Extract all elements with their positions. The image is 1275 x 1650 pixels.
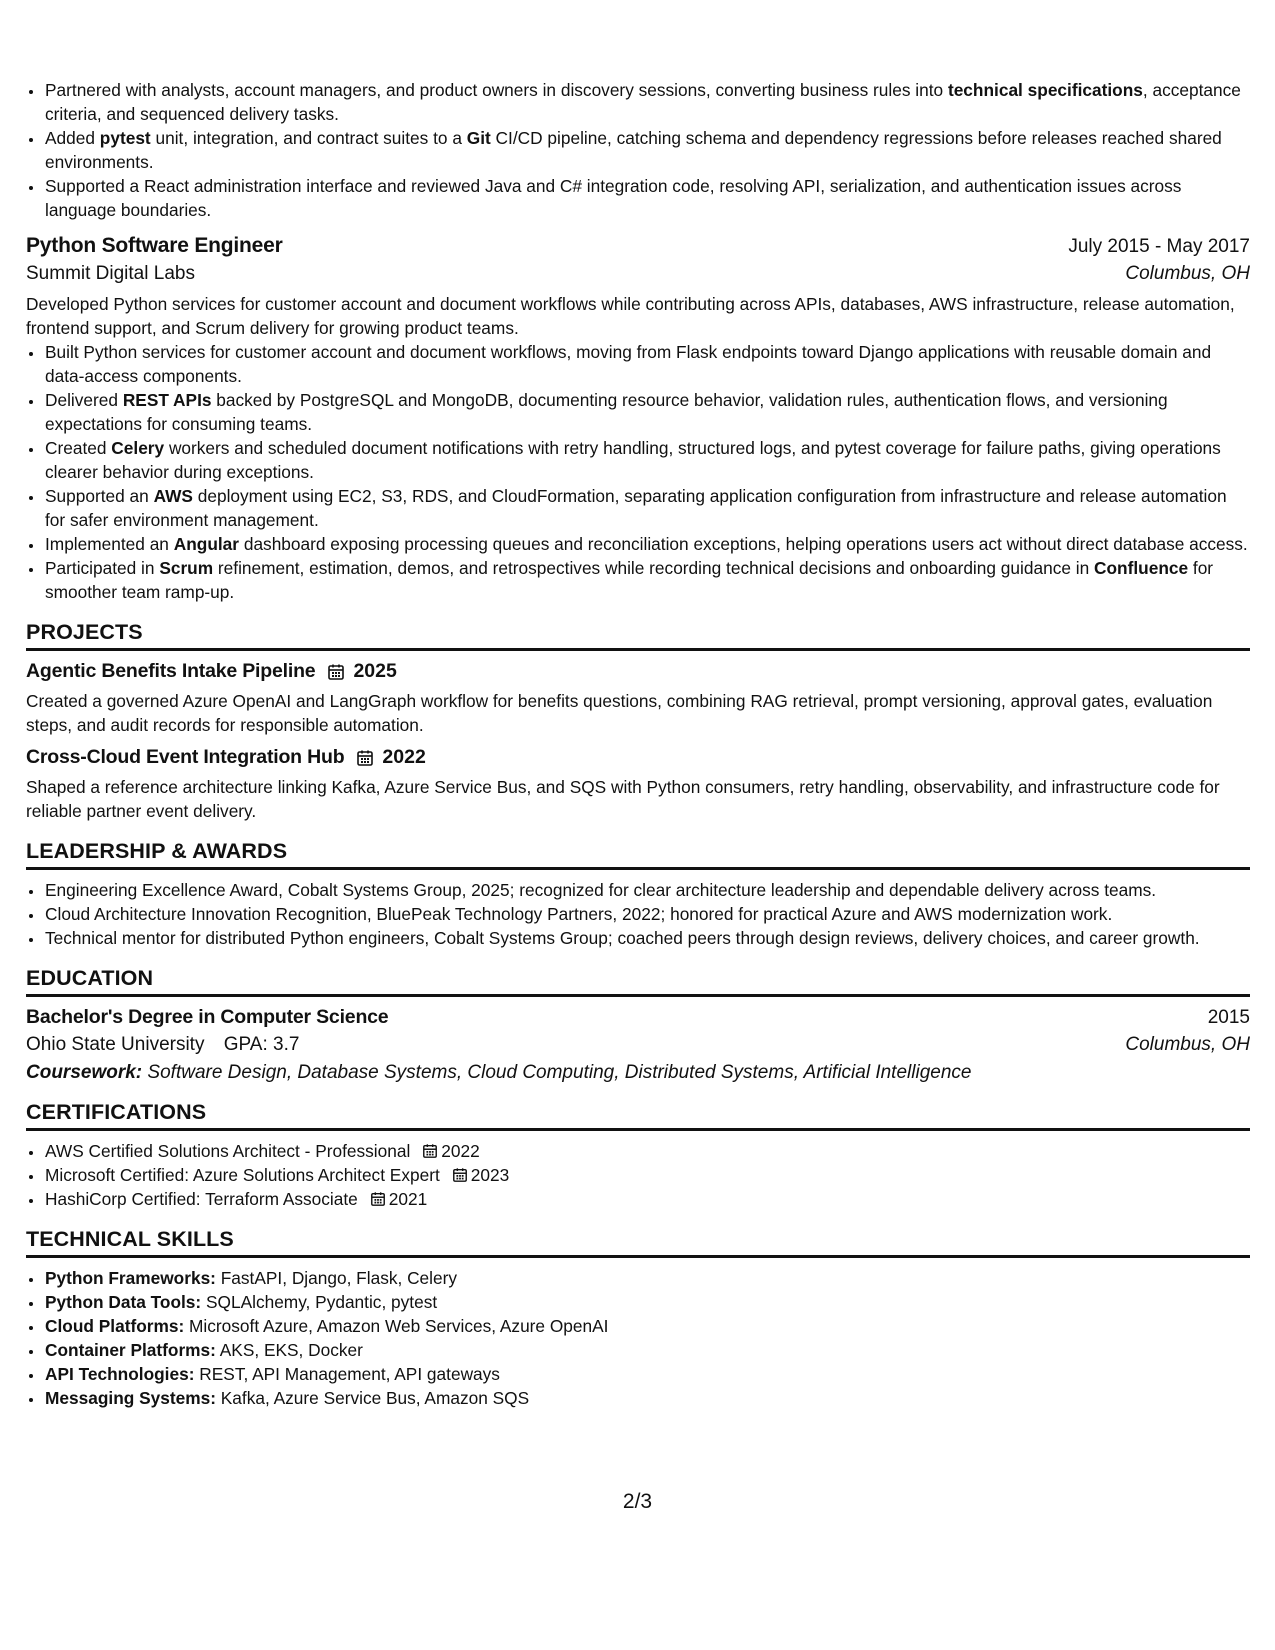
school-name: Ohio State University bbox=[26, 1034, 205, 1055]
cert-name: AWS Certified Solutions Architect - Professional bbox=[45, 1141, 411, 1161]
job-bullet-list bbox=[26, 340, 1250, 604]
skill-value: SQLAlchemy, Pydantic, pytest bbox=[206, 1292, 438, 1312]
skill-value: REST, API Management, API gateways bbox=[199, 1364, 500, 1384]
list-item: • Participated in Scrum refinement, estimation, demos, and retrospectives while recording technical decisions and onboarding guidance in Confluence for smoother team ramp-up. bbox=[44, 556, 1250, 604]
calendar-icon bbox=[422, 1143, 438, 1159]
job-entry bbox=[26, 234, 1250, 604]
cert-year: 2021 bbox=[388, 1189, 428, 1209]
list-item: • Delivered REST APIs backed by PostgreSQL and MongoDB, documenting resource behavior, validation rules, authentication flows, and versioning expectations for consuming teams. bbox=[44, 388, 1250, 436]
skill-value: FastAPI, Django, Flask, Celery bbox=[220, 1268, 458, 1288]
job-summary: Developed Python services for customer account and document workflows while contributing across APIs, databases, AWS infrastructure, release automation, frontend support, and Scrum delivery for growing product teams. bbox=[26, 294, 1235, 338]
list-item bbox=[44, 1163, 1250, 1187]
list-item bbox=[44, 1314, 1250, 1338]
list-item bbox=[44, 1386, 1250, 1410]
list-item bbox=[44, 1266, 1250, 1290]
project-title: Agentic Benefits Intake Pipeline bbox=[26, 660, 316, 682]
calendar-icon bbox=[452, 1167, 468, 1183]
list-item: • Built Python services for customer account and document workflows, moving from Flask endpoints toward Django applications with reusable domain and data-access components. bbox=[44, 340, 1250, 388]
degree-title: Bachelor's Degree in Computer Science bbox=[26, 1006, 389, 1028]
job-dates: July 2015 - May 2017 bbox=[1068, 236, 1250, 257]
cert-name: HashiCorp Certified: Terraform Associate bbox=[45, 1189, 358, 1209]
cert-year: 2023 bbox=[470, 1165, 510, 1185]
company-name: Summit Digital Labs bbox=[26, 263, 195, 284]
calendar-icon bbox=[356, 749, 374, 767]
calendar-icon bbox=[370, 1191, 386, 1207]
cert-name: Microsoft Certified: Azure Solutions Architect Expert bbox=[45, 1165, 440, 1185]
graduation-year: 2015 bbox=[1207, 1007, 1250, 1028]
coursework bbox=[26, 1062, 1250, 1084]
list-item: • Supported a React administration interface and reviewed Java and C# integration code, resolving API, serialization, and authentication issues across language boundaries. bbox=[44, 174, 1250, 222]
skill-label: API Technologies: bbox=[45, 1364, 195, 1384]
section-heading-leadership: LEADERSHIP & AWARDS bbox=[26, 839, 1250, 870]
project-year: 2022 bbox=[382, 746, 426, 768]
list-item bbox=[44, 1338, 1250, 1362]
project-year: 2025 bbox=[353, 660, 397, 682]
education-entry bbox=[26, 1006, 1250, 1084]
list-item bbox=[44, 1362, 1250, 1386]
list-item: • Supported an AWS deployment using EC2, S3, RDS, and CloudFormation, separating application configuration from infrastructure and release automation for safer environment management. bbox=[44, 484, 1250, 532]
coursework-label: Coursework: bbox=[26, 1062, 143, 1083]
list-item: • Created Celery workers and scheduled document notifications with retry handling, structured logs, and pytest coverage for failure paths, giving operations clearer behavior during exceptions. bbox=[44, 436, 1250, 484]
gpa: GPA: 3.7 bbox=[223, 1034, 300, 1055]
section-heading-education: EDUCATION bbox=[26, 966, 1250, 997]
section-heading-projects: PROJECTS bbox=[26, 620, 1250, 651]
skill-label: Messaging Systems: bbox=[45, 1388, 216, 1408]
leadership-list bbox=[26, 878, 1250, 950]
project-entry bbox=[26, 660, 1250, 737]
project-description: Created a governed Azure OpenAI and LangGraph workflow for benefits questions, combining RAG retrieval, prompt versioning, approval gates, evaluation steps, and audit records for responsible automation. bbox=[26, 691, 1213, 735]
list-item bbox=[44, 1139, 1250, 1163]
calendar-icon bbox=[327, 663, 345, 681]
skill-value: AKS, EKS, Docker bbox=[219, 1340, 363, 1360]
list-item bbox=[44, 1290, 1250, 1314]
project-description: Shaped a reference architecture linking Kafka, Azure Service Bus, and SQS with Python consumers, retry handling, observability, and infrastructure code for reliable partner event delivery. bbox=[26, 777, 1220, 821]
job-title: Python Software Engineer bbox=[26, 234, 283, 257]
resume-page bbox=[26, 78, 1250, 1410]
school-location: Columbus, OH bbox=[1125, 1034, 1250, 1055]
skill-value: Kafka, Azure Service Bus, Amazon SQS bbox=[220, 1388, 530, 1408]
certifications-list bbox=[26, 1139, 1250, 1211]
skill-label: Cloud Platforms: bbox=[45, 1316, 185, 1336]
page-number: 2/3 bbox=[622, 1490, 653, 1513]
list-item: • Added pytest unit, integration, and contract suites to a Git CI/CD pipeline, catching schema and dependency regressions before releases reached shared environments. bbox=[44, 126, 1250, 174]
project-title: Cross-Cloud Event Integration Hub bbox=[26, 746, 345, 768]
list-item: • Cloud Architecture Innovation Recognition, BluePeak Technology Partners, 2022; honored for practical Azure and AWS modernization work. bbox=[44, 902, 1250, 926]
section-heading-certifications: CERTIFICATIONS bbox=[26, 1100, 1250, 1131]
list-item: • Implemented an Angular dashboard exposing processing queues and reconciliation exceptions, helping operations users act without direct database access. bbox=[44, 532, 1250, 556]
job-location: Columbus, OH bbox=[1125, 263, 1250, 284]
project-entry bbox=[26, 746, 1250, 823]
list-item: • Partnered with analysts, account managers, and product owners in discovery sessions, converting business rules into technical specifications, acceptance criteria, and sequenced delivery tasks. bbox=[44, 78, 1250, 126]
intro-bullet-list bbox=[26, 78, 1250, 222]
section-heading-skills: TECHNICAL SKILLS bbox=[26, 1227, 1250, 1258]
cert-year: 2022 bbox=[441, 1141, 480, 1161]
skill-label: Python Data Tools: bbox=[45, 1292, 202, 1312]
skill-label: Container Platforms: bbox=[45, 1340, 216, 1360]
skill-value: Microsoft Azure, Amazon Web Services, Azure OpenAI bbox=[189, 1316, 609, 1336]
list-item bbox=[44, 1187, 1250, 1211]
list-item: • Engineering Excellence Award, Cobalt Systems Group, 2025; recognized for clear architecture leadership and dependable delivery across teams. bbox=[44, 878, 1250, 902]
skills-list bbox=[26, 1266, 1250, 1410]
list-item: • Technical mentor for distributed Python engineers, Cobalt Systems Group; coached peers through design reviews, delivery choices, and career growth. bbox=[44, 926, 1250, 950]
coursework-list: Software Design, Database Systems, Cloud Computing, Distributed Systems, Artificial Intelligence bbox=[147, 1062, 972, 1083]
skill-label: Python Frameworks: bbox=[45, 1268, 216, 1288]
